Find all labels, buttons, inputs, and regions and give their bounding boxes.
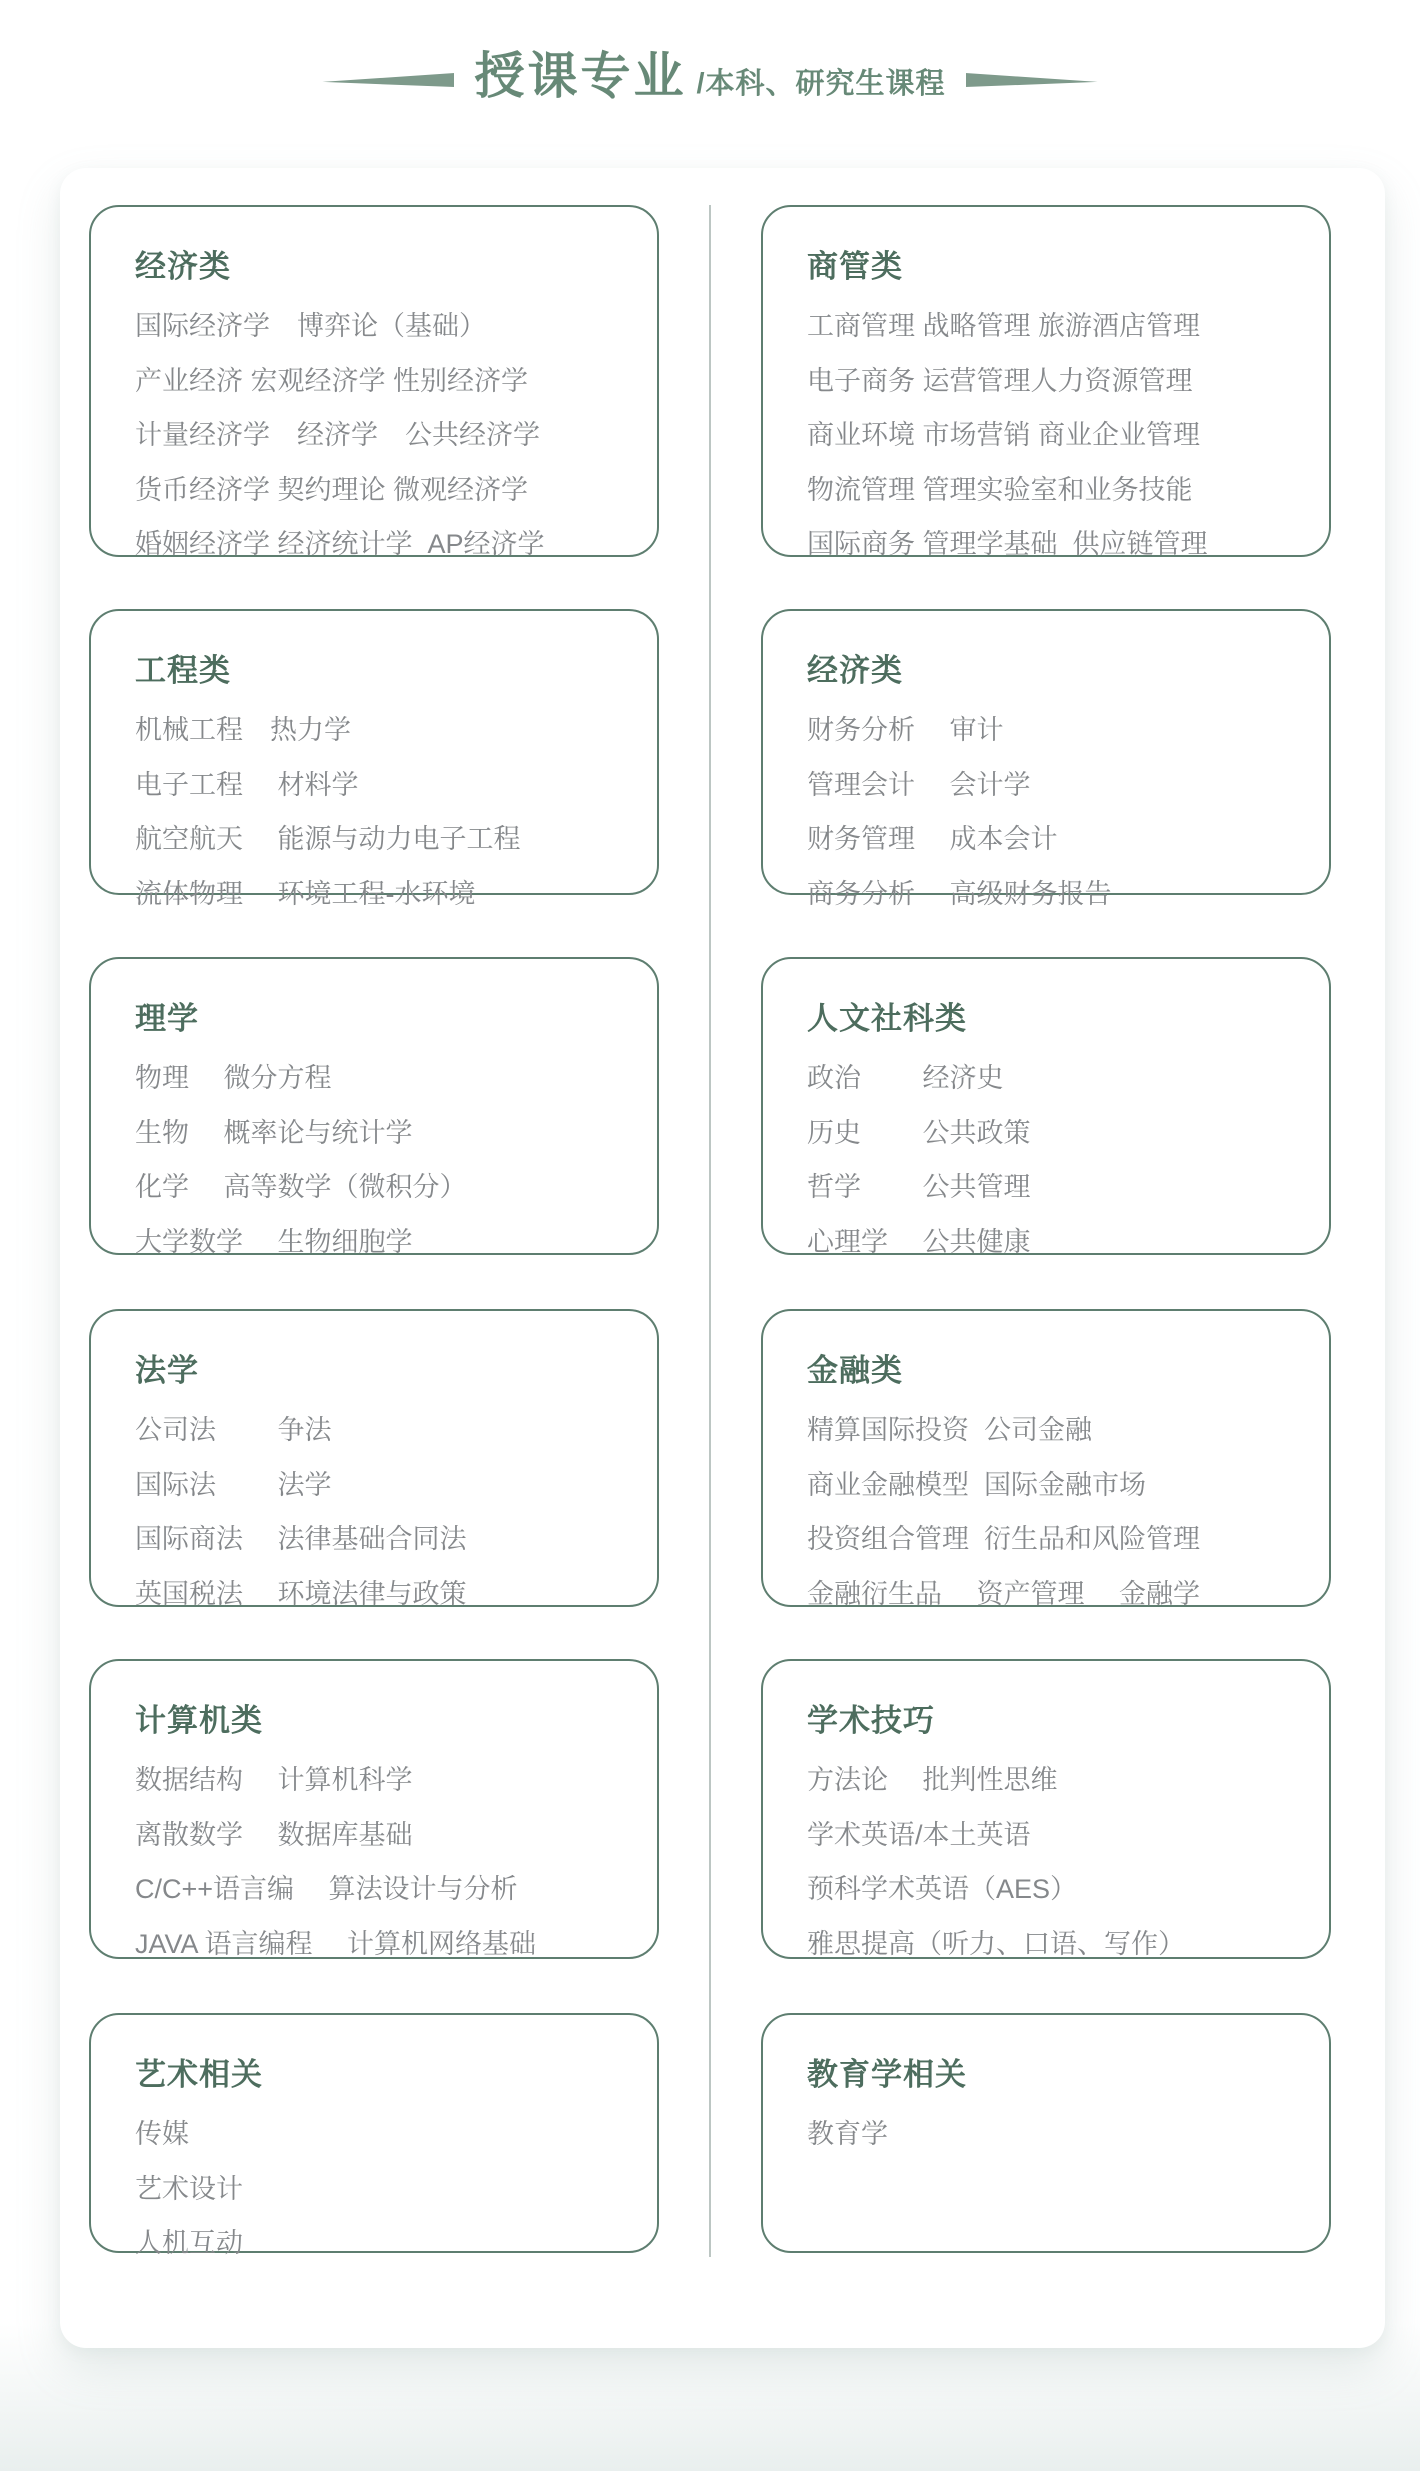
card-business-management <box>761 205 1331 560</box>
course-line: 国际经济学 博弈论（基础） <box>135 311 486 341</box>
card-science <box>89 957 659 1255</box>
course-line: 公司法 争法 <box>135 1415 332 1445</box>
header-title-group <box>474 36 945 108</box>
course-line: 国际商务 管理学基础 供应链管理 <box>807 529 1208 560</box>
category-title: 计算机类 <box>135 1703 263 1738</box>
course-line: 政治 经济史 <box>807 1063 1004 1093</box>
course-line: 物流管理 管理实验室和业务技能 <box>807 474 1193 505</box>
course-line: 商业金融模型 国际金融市场 <box>807 1469 1147 1500</box>
course-line: 大学数学 生物细胞学 <box>135 1226 413 1257</box>
card-engineering <box>89 609 659 909</box>
course-line: 方法论 批判性思维 <box>807 1765 1058 1795</box>
card-education <box>761 2013 1331 2253</box>
course-line: C/C++语言编 算法设计与分析 <box>135 1874 518 1905</box>
course-line: 物理 微分方程 <box>135 1063 332 1093</box>
course-line: 电子商务 运营管理人力资源管理 <box>807 365 1193 396</box>
course-line: 哲学 公共管理 <box>807 1172 1031 1203</box>
course-line: 金融衍生品 资产管理 金融学 <box>807 1578 1201 1609</box>
course-line: 商务分析 高级财务报告 <box>807 878 1112 909</box>
page-subtitle: /本科、研究生课程 <box>696 68 946 100</box>
card-academic-skills <box>761 1659 1331 1959</box>
course-line: 计量经济学 经济学 公共经济学 <box>135 420 540 451</box>
card-arts <box>89 2013 659 2259</box>
card-row-1 <box>89 205 1385 560</box>
course-line: JAVA 语言编程 计算机网络基础 <box>135 1928 537 1959</box>
course-line: 财务管理 成本会计 <box>807 824 1058 855</box>
category-title: 人文社科类 <box>807 1001 967 1036</box>
section-header <box>0 36 1420 108</box>
card-row-5 <box>89 1659 1385 1959</box>
course-line: 财务分析 审计 <box>807 715 1004 745</box>
course-line: 学术英语/本土英语 <box>807 1819 1031 1850</box>
category-title: 工程类 <box>135 653 231 688</box>
column-divider <box>709 205 711 2257</box>
card-row-6 <box>89 2013 1385 2259</box>
category-title: 商管类 <box>807 249 903 284</box>
card-row-4 <box>89 1309 1385 1607</box>
category-title: 学术技巧 <box>807 1703 935 1738</box>
header-decor-right-line <box>966 72 1098 88</box>
course-line: 艺术设计 <box>135 2173 243 2204</box>
card-row-3 <box>89 957 1385 1255</box>
course-line: 精算国际投资 公司金融 <box>807 1415 1093 1445</box>
course-line: 货币经济学 契约理论 微观经济学 <box>135 474 529 505</box>
category-title: 经济类 <box>807 653 903 688</box>
course-line: 心理学 公共健康 <box>807 1226 1031 1257</box>
category-title: 经济类 <box>135 249 231 284</box>
course-line: 数据结构 计算机科学 <box>135 1765 413 1795</box>
course-line: 教育学 <box>807 2119 888 2149</box>
category-title: 理学 <box>135 1001 199 1036</box>
course-line: 人机互动 <box>135 2228 243 2259</box>
card-computer-science <box>89 1659 659 1959</box>
course-line: 预科学术英语（AES） <box>807 1874 1078 1905</box>
course-line: 国际商法 法律基础合同法 <box>135 1524 467 1555</box>
course-line: 商业环境 市场营销 商业企业管理 <box>807 420 1201 451</box>
content-board <box>60 168 1385 2348</box>
card-law <box>89 1309 659 1607</box>
card-economics <box>89 205 659 560</box>
category-title: 教育学相关 <box>807 2057 967 2092</box>
course-line: 航空航天 能源与动力电子工程 <box>135 824 521 855</box>
course-line: 传媒 <box>135 2119 189 2149</box>
header-decor-left-line <box>322 72 454 88</box>
course-line: 产业经济 宏观经济学 性别经济学 <box>135 365 529 396</box>
course-line: 国际法 法学 <box>135 1469 332 1500</box>
page-title: 授课专业 <box>474 48 687 104</box>
card-humanities-social-science <box>761 957 1331 1255</box>
course-line: 婚姻经济学 经济统计学 AP经济学 <box>135 529 545 560</box>
course-line: 投资组合管理 衍生品和风险管理 <box>807 1524 1201 1555</box>
course-line: 机械工程 热力学 <box>135 715 351 745</box>
course-line: 英国税法 环境法律与政策 <box>135 1578 467 1609</box>
card-row-2 <box>89 609 1385 909</box>
course-line: 化学 高等数学（微积分） <box>135 1172 467 1203</box>
course-line: 历史 公共政策 <box>807 1117 1031 1148</box>
category-title: 艺术相关 <box>135 2057 263 2092</box>
category-title: 法学 <box>135 1353 199 1388</box>
card-accounting-finance <box>761 609 1331 909</box>
course-line: 离散数学 数据库基础 <box>135 1819 413 1850</box>
course-line: 雅思提高（听力、口语、写作） <box>807 1928 1185 1959</box>
course-line: 工商管理 战略管理 旅游酒店管理 <box>807 311 1201 341</box>
category-title: 金融类 <box>807 1353 903 1388</box>
course-line: 流体物理 环境工程-水环境 <box>135 878 476 909</box>
course-line: 管理会计 会计学 <box>807 769 1031 800</box>
course-line: 电子工程 材料学 <box>135 769 359 800</box>
course-line: 生物 概率论与统计学 <box>135 1117 413 1148</box>
card-finance <box>761 1309 1331 1607</box>
